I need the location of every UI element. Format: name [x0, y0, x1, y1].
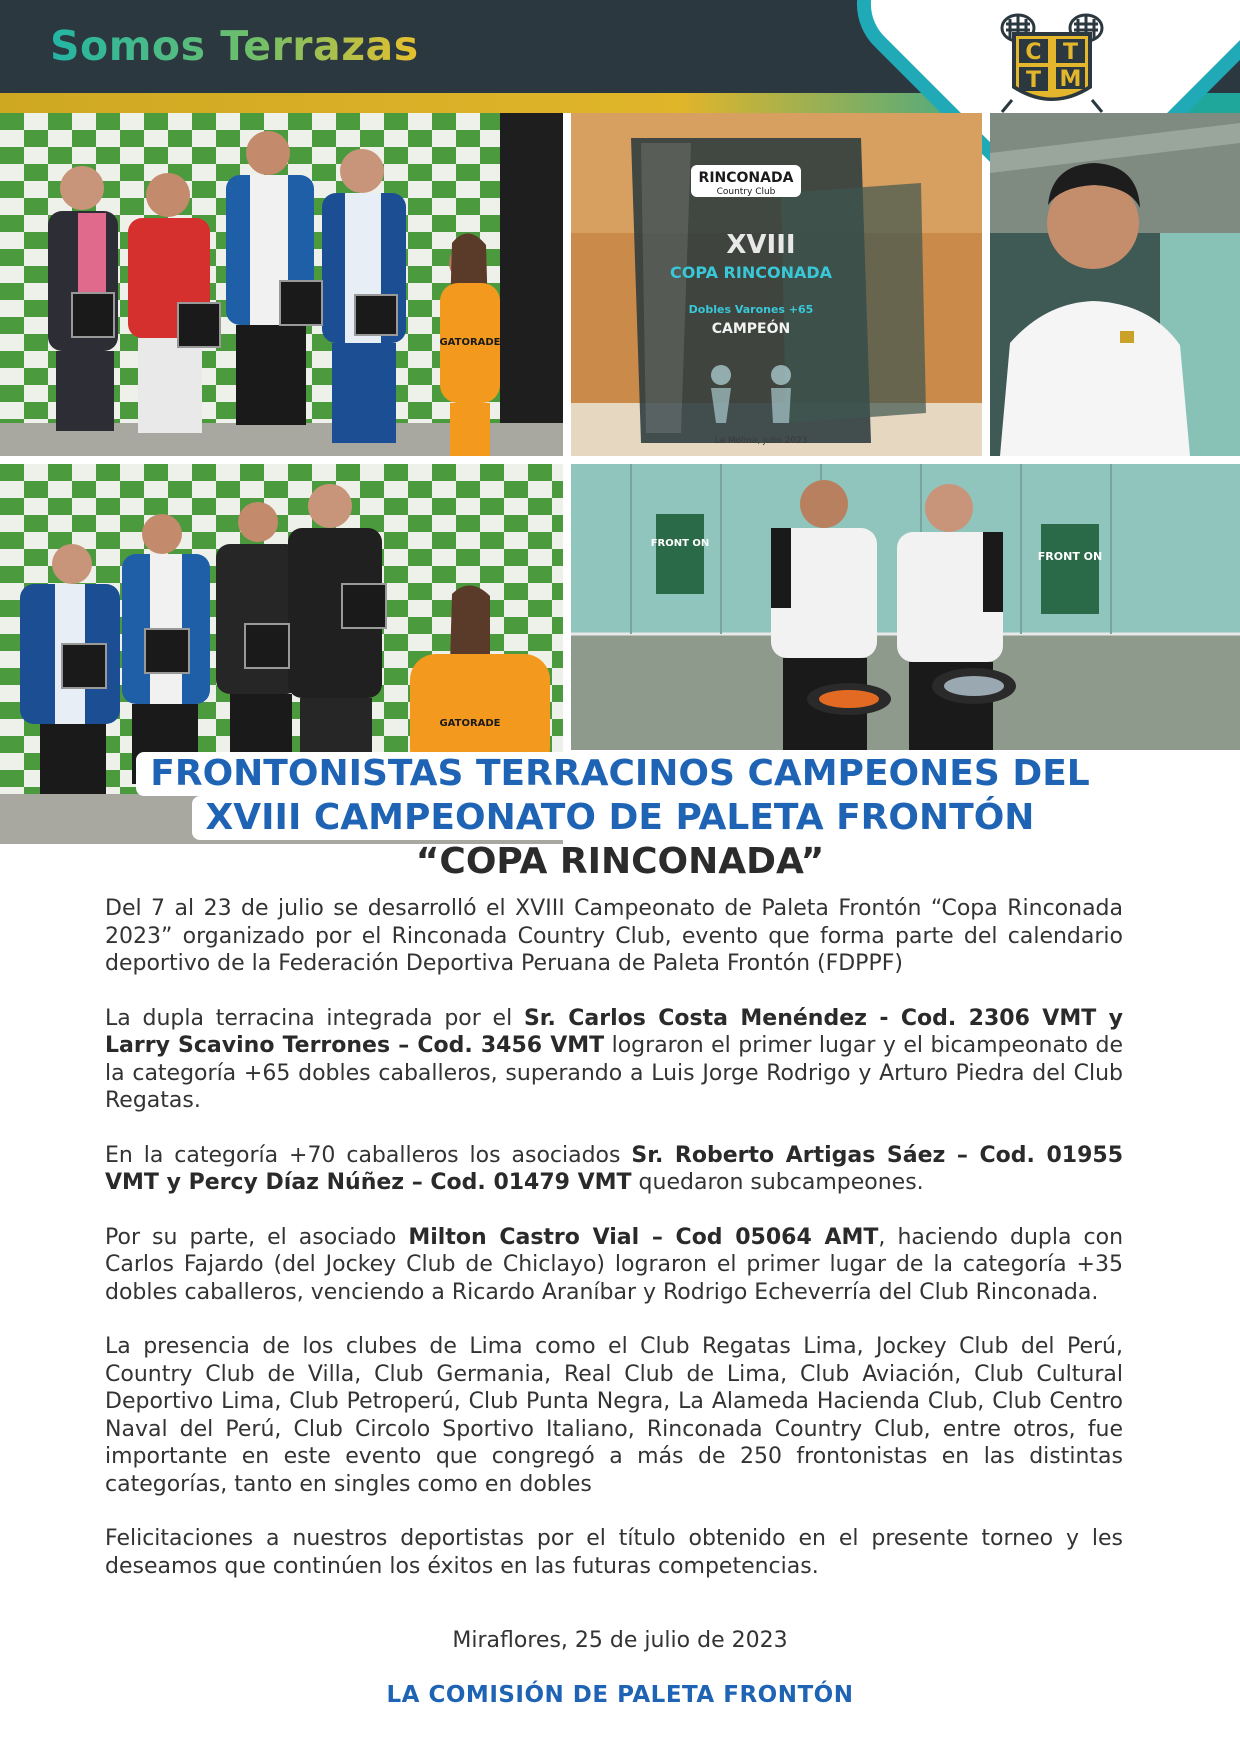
shirt-text-2: GATORADE: [439, 718, 501, 729]
banner-text-1: FRONT ON: [650, 538, 710, 549]
logo-letter-t1: T: [1062, 40, 1079, 65]
paragraph-3-rest: quedaron subcampeones.: [631, 1170, 924, 1195]
trophy-text-category: Dobles Varones +65: [688, 303, 814, 316]
dateline: Miraflores, 25 de julio de 2023: [452, 1628, 788, 1653]
shirt-text-1: GATORADE: [439, 337, 501, 348]
banner-text-2: FRONT ON: [1037, 550, 1103, 563]
paragraph-2: [105, 1005, 1123, 1115]
cttm-logo: [996, 10, 1108, 118]
paragraph-3-names: Sr. Roberto Artigas Sáez – Cod. 01955 VMT y Percy Díaz Núñez – Cod. 01479 VMT: [105, 1142, 1123, 1195]
paragraph-2-intro: La dupla terracina integrada por el: [105, 1005, 524, 1031]
paragraph-1: Del 7 al 23 de julio se desarrolló el XVIII Campeonato de Paleta Frontón “Copa Rinconada 2023” organizado por el Rinconada Country Club, evento que forma parte del calendario deportivo de la Federación Deportiva Peruana de Paleta Frontón (FDPPF): [105, 896, 1123, 976]
trophy-text-country: Country Club: [716, 187, 776, 197]
paragraph-6: Felicitaciones a nuestros deportistas por el título obtenido en el presente torneo y les deseamos que continúen los éxitos en las futuras competencias.: [105, 1526, 1123, 1579]
article-body: [105, 895, 1123, 1607]
paragraph-2-rest: lograron el primer lugar y el bicampeonato de la categoría +65 dobles caballeros, superando a Luis Jorge Rodrigo y Arturo Piedra del Club Regatas.: [105, 1033, 1123, 1113]
photo-trophy: [571, 113, 982, 456]
trophy-text-date: La Molina, julio 2023: [714, 436, 808, 446]
paragraph-5: La presencia de los clubes de Lima como el Club Regatas Lima, Jockey Club del Perú, Country Club de Villa, Club Germania, Real Club de Lima, Club Aviación, Club Cultural Deportivo Lima, Club Petroperú, Club Punta Negra, La Alameda Hacienda Club, Club Centro Naval del Perú, Club Circolo Sportivo Italiano, Rinconada Country Club, entre otros, fue importante en este evento que congregó a más de 250 frontonistas en las distintas categorías, tanto en singles como en dobles: [105, 1334, 1123, 1497]
paragraph-3: [105, 1142, 1123, 1197]
brand-title: Somos Terrazas: [50, 22, 419, 70]
paragraph-4: [105, 1224, 1123, 1307]
photo-court-duo: [571, 464, 1240, 750]
logo-letter-t2: T: [1025, 68, 1042, 93]
paragraph-4-names: Milton Castro Vial – Cod 05064 AMT: [408, 1224, 879, 1250]
trophy-text-club: RINCONADA: [698, 170, 794, 186]
paragraph-4-intro: Por su parte, el asociado: [105, 1224, 409, 1250]
photo-podium-group-1: [0, 113, 563, 456]
logo-letter-m: M: [1059, 67, 1082, 92]
trophy-text-champion: CAMPEÓN: [711, 321, 791, 337]
headline: [0, 752, 1240, 884]
signature: LA COMISIÓN DE PALETA FRONTÓN: [386, 1682, 854, 1708]
logo-letter-c: C: [1025, 40, 1042, 65]
paragraph-4-rest: , haciendo dupla con Carlos Fajardo (del Jockey Club de Chiclayo) lograron el primer lugar de la categoría +35 dobles caballeros, venciendo a Ricardo Araníbar y Rodrigo Echeverría del Club Rinconada.: [105, 1224, 1124, 1305]
trophy-text-edition: XVIII: [726, 230, 796, 260]
trophy-text-cup: COPA RINCONADA: [670, 263, 832, 282]
headline-line-1: FRONTONISTAS TERRACINOS CAMPEONES DEL: [136, 752, 1103, 796]
paragraph-2-names: Sr. Carlos Costa Menéndez - Cod. 2306 VMT y Larry Scavino Terrones – Cod. 3456 VMT: [105, 1005, 1123, 1058]
paragraph-3-intro: En la categoría +70 caballeros los asociados: [105, 1142, 632, 1168]
photo-portrait: [990, 113, 1240, 456]
headline-line-3: “COPA RINCONADA”: [415, 841, 825, 882]
headline-line-2: XVIII CAMPEONATO DE PALETA FRONTÓN: [192, 796, 1049, 840]
